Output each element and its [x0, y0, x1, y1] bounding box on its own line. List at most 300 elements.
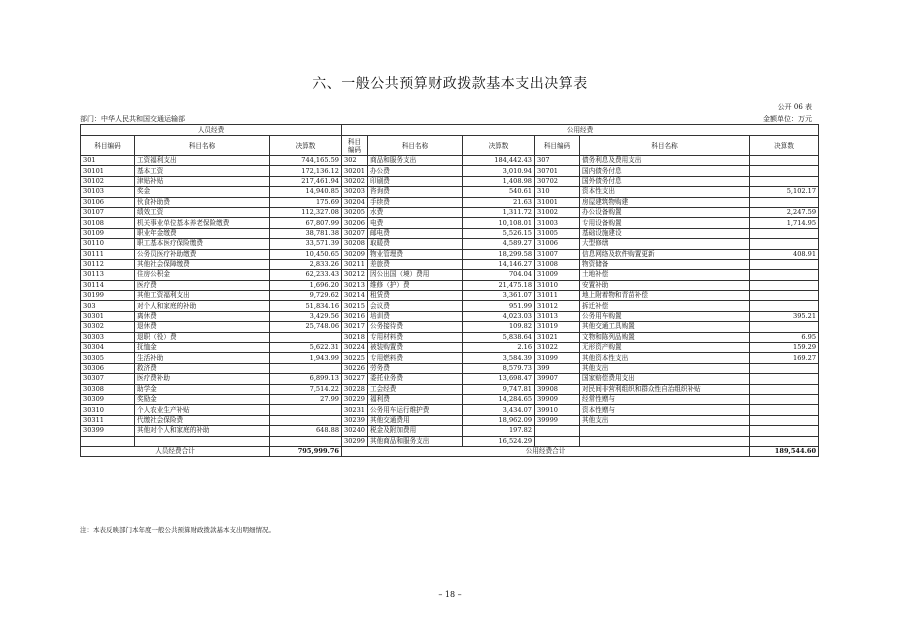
name-cell: 其他对个人和家庭的补助	[135, 426, 270, 436]
table-row	[81, 415, 819, 425]
personnel-total-label: 人员经费合计	[81, 446, 270, 456]
code-cell: 30310	[81, 405, 135, 415]
amount-cell: 14,284.65	[463, 394, 535, 404]
table-row	[81, 207, 819, 217]
amount-cell: 159.29	[750, 343, 819, 353]
amount-cell: 25,748.06	[270, 322, 342, 332]
amount-cell: 1,311.72	[463, 207, 535, 217]
amount-cell: 33,571.39	[270, 239, 342, 249]
department-label: 部门：中华人民共和国交通运输部	[80, 115, 185, 123]
name-cell: 委托业务费	[368, 374, 463, 384]
amount-cell: 3,429.56	[270, 311, 342, 321]
code-cell: 30299	[342, 436, 368, 446]
table-row	[81, 322, 819, 332]
name-cell: 税金及附加费用	[368, 426, 463, 436]
amount-cell: 1,696.20	[270, 280, 342, 290]
column-header-amount: 决算数	[270, 136, 342, 156]
code-cell: 307	[535, 156, 580, 166]
amount-cell	[750, 166, 819, 176]
code-cell: 30216	[342, 311, 368, 321]
name-cell: 代缴社会保险费	[135, 415, 270, 425]
amount-cell: 951.99	[463, 301, 535, 311]
amount-cell: 5,838.64	[463, 332, 535, 342]
name-cell: 专用材料费	[368, 332, 463, 342]
amount-cell: 408.91	[750, 249, 819, 259]
table-row	[81, 374, 819, 384]
name-cell: 其他商品和服务支出	[368, 436, 463, 446]
page-title: 六、一般公共预算财政拨款基本支出决算表	[312, 76, 588, 92]
code-cell: 30228	[342, 384, 368, 394]
name-cell: 专用燃料费	[368, 353, 463, 363]
name-cell: 资本性支出	[580, 187, 750, 197]
code-cell: 30203	[342, 187, 368, 197]
amount-cell	[750, 259, 819, 269]
table-row	[81, 426, 819, 436]
code-cell: 30111	[81, 249, 135, 259]
amount-cell	[750, 228, 819, 238]
amount-cell	[750, 291, 819, 301]
amount-cell: 9,747.81	[463, 384, 535, 394]
code-cell: 30309	[81, 394, 135, 404]
unit-label: 金额单位：万元	[763, 115, 812, 123]
code-cell: 31021	[535, 332, 580, 342]
name-cell: 印刷费	[368, 176, 463, 186]
code-cell: 30229	[342, 394, 368, 404]
amount-cell	[270, 332, 342, 342]
amount-cell	[750, 374, 819, 384]
code-cell: 31001	[535, 197, 580, 207]
name-cell	[135, 436, 270, 446]
code-cell: 30112	[81, 259, 135, 269]
name-cell: 电费	[368, 218, 463, 228]
code-cell: 399	[535, 363, 580, 373]
amount-cell	[750, 363, 819, 373]
name-cell: 对个人和家庭的补助	[135, 301, 270, 311]
amount-cell	[750, 426, 819, 436]
table-row	[81, 187, 819, 197]
amount-cell: 3,361.07	[463, 291, 535, 301]
name-cell: 机关事业单位基本养老保险缴费	[135, 218, 270, 228]
code-cell: 30109	[81, 228, 135, 238]
code-cell: 30304	[81, 343, 135, 353]
name-cell: 职工基本医疗保险缴费	[135, 239, 270, 249]
name-cell: 住房公积金	[135, 270, 270, 280]
code-cell: 31013	[535, 311, 580, 321]
column-header-code: 科目编码	[81, 136, 135, 156]
amount-cell: 38,781.38	[270, 228, 342, 238]
amount-cell: 2.16	[463, 343, 535, 353]
code-cell: 30225	[342, 353, 368, 363]
amount-cell: 1,408.98	[463, 176, 535, 186]
code-cell: 303	[81, 301, 135, 311]
name-cell: 会议费	[368, 301, 463, 311]
name-cell: 公务员医疗补助缴费	[135, 249, 270, 259]
amount-cell: 5,622.31	[270, 343, 342, 353]
amount-cell: 1,714.95	[750, 218, 819, 228]
amount-cell	[750, 270, 819, 280]
code-cell	[535, 426, 580, 436]
code-cell: 30399	[81, 426, 135, 436]
code-cell: 31006	[535, 239, 580, 249]
name-cell: 助学金	[135, 384, 270, 394]
code-cell: 30239	[342, 415, 368, 425]
name-cell: 租赁费	[368, 291, 463, 301]
name-cell: 其他资本性支出	[580, 353, 750, 363]
code-cell: 30301	[81, 311, 135, 321]
amount-cell: 21.63	[463, 197, 535, 207]
name-cell	[580, 436, 750, 446]
name-cell: 因公出国（境）费用	[368, 270, 463, 280]
code-cell: 30202	[342, 176, 368, 186]
code-cell: 30199	[81, 291, 135, 301]
amount-cell: 197.82	[463, 426, 535, 436]
amount-cell: 4,023.03	[463, 311, 535, 321]
name-cell: 其他工资福利支出	[135, 291, 270, 301]
column-header-code: 科目编码	[535, 136, 580, 156]
table-row	[81, 311, 819, 321]
code-cell: 30212	[342, 270, 368, 280]
code-cell: 31002	[535, 207, 580, 217]
code-cell: 31019	[535, 322, 580, 332]
table-row	[81, 176, 819, 186]
amount-cell: 18,962.09	[463, 415, 535, 425]
name-cell: 国内债务付息	[580, 166, 750, 176]
name-cell: 房屋建筑物购建	[580, 197, 750, 207]
name-cell: 邮电费	[368, 228, 463, 238]
amount-cell	[270, 405, 342, 415]
amount-cell: 3,434.07	[463, 405, 535, 415]
table-row	[81, 394, 819, 404]
code-cell: 31005	[535, 228, 580, 238]
code-cell: 31011	[535, 291, 580, 301]
code-cell: 30215	[342, 301, 368, 311]
code-cell: 30208	[342, 239, 368, 249]
code-cell: 39909	[535, 394, 580, 404]
code-cell: 30231	[342, 405, 368, 415]
column-header-name: 科目名称	[368, 136, 463, 156]
amount-cell	[750, 405, 819, 415]
amount-cell: 3,584.39	[463, 353, 535, 363]
name-cell: 离休费	[135, 311, 270, 321]
amount-cell: 13,698.47	[463, 374, 535, 384]
amount-cell: 14,146.27	[463, 259, 535, 269]
amount-cell	[750, 415, 819, 425]
name-cell: 办公设备购置	[580, 207, 750, 217]
code-cell: 30226	[342, 363, 368, 373]
name-cell	[580, 426, 750, 436]
code-cell: 30217	[342, 322, 368, 332]
code-cell: 31003	[535, 218, 580, 228]
amount-cell	[750, 436, 819, 446]
code-cell: 39910	[535, 405, 580, 415]
code-cell: 30214	[342, 291, 368, 301]
code-cell: 39999	[535, 415, 580, 425]
table-row	[81, 363, 819, 373]
table-row	[81, 218, 819, 228]
amount-cell: 169.27	[750, 353, 819, 363]
name-cell: 其他支出	[580, 363, 750, 373]
amount-cell: 2,247.59	[750, 207, 819, 217]
amount-cell: 16,524.29	[463, 436, 535, 446]
code-cell: 302	[342, 156, 368, 166]
name-cell: 职业年金缴费	[135, 228, 270, 238]
amount-cell	[750, 301, 819, 311]
name-cell: 债务利息及费用支出	[580, 156, 750, 166]
code-cell: 301	[81, 156, 135, 166]
table-row	[81, 166, 819, 176]
code-cell: 30218	[342, 332, 368, 342]
amount-cell	[750, 394, 819, 404]
code-cell: 39907	[535, 374, 580, 384]
page-number: – 18 –	[438, 590, 462, 599]
name-cell: 伙食补助费	[135, 197, 270, 207]
amount-cell: 10,108.01	[463, 218, 535, 228]
name-cell: 资本性赠与	[580, 405, 750, 415]
code-cell: 30103	[81, 187, 135, 197]
amount-cell: 9,729.62	[270, 291, 342, 301]
amount-cell	[750, 176, 819, 186]
name-cell: 抚恤金	[135, 343, 270, 353]
column-header-code-stacked: 科目 编码	[342, 136, 368, 156]
name-cell: 医疗费补助	[135, 374, 270, 384]
code-cell: 30107	[81, 207, 135, 217]
table-row	[81, 301, 819, 311]
name-cell: 其他交通工具购置	[580, 322, 750, 332]
name-cell: 基本工资	[135, 166, 270, 176]
code-cell: 30701	[535, 166, 580, 176]
table-row	[81, 156, 819, 166]
table-row	[81, 280, 819, 290]
name-cell: 退职（役）费	[135, 332, 270, 342]
code-cell: 30227	[342, 374, 368, 384]
name-cell: 水费	[368, 207, 463, 217]
table-row	[81, 332, 819, 342]
code-cell: 30102	[81, 176, 135, 186]
name-cell: 信息网络及软件购置更新	[580, 249, 750, 259]
name-cell: 绩效工资	[135, 207, 270, 217]
name-cell: 医疗费	[135, 280, 270, 290]
public-total-label: 公用经费合计	[342, 446, 750, 456]
table-row	[81, 228, 819, 238]
name-cell: 无形资产购置	[580, 343, 750, 353]
expenditure-table	[80, 124, 819, 457]
code-cell: 30108	[81, 218, 135, 228]
name-cell: 工会经费	[368, 384, 463, 394]
code-cell: 30206	[342, 218, 368, 228]
table-row	[81, 436, 819, 446]
code-cell: 30224	[342, 343, 368, 353]
amount-cell: 704.04	[463, 270, 535, 280]
name-cell: 公务用车运行维护费	[368, 405, 463, 415]
code-cell: 30311	[81, 415, 135, 425]
amount-cell: 184,442.43	[463, 156, 535, 166]
code-cell: 30308	[81, 384, 135, 394]
code-cell: 31008	[535, 259, 580, 269]
code-cell: 30240	[342, 426, 368, 436]
amount-cell: 67,807.99	[270, 218, 342, 228]
column-header-name: 科目名称	[135, 136, 270, 156]
table-row	[81, 343, 819, 353]
code-cell	[81, 436, 135, 446]
code-cell: 30207	[342, 228, 368, 238]
name-cell: 经常性赠与	[580, 394, 750, 404]
amount-cell	[750, 156, 819, 166]
table-row	[81, 197, 819, 207]
table-body	[81, 156, 819, 447]
amount-cell	[750, 280, 819, 290]
name-cell: 差旅费	[368, 259, 463, 269]
code-cell: 30211	[342, 259, 368, 269]
name-cell: 劳务费	[368, 363, 463, 373]
code-cell: 30702	[535, 176, 580, 186]
table-row	[81, 291, 819, 301]
name-cell: 取暖费	[368, 239, 463, 249]
code-cell: 30213	[342, 280, 368, 290]
amount-cell	[270, 415, 342, 425]
column-header-amount: 决算数	[750, 136, 819, 156]
table-note: 注：本表反映部门本年度一般公共预算财政拨款基本支出明细情况。	[80, 526, 275, 534]
section-personnel-header: 人员经费	[81, 125, 342, 136]
code-cell: 31012	[535, 301, 580, 311]
amount-cell: 6.95	[750, 332, 819, 342]
column-header-amount: 决算数	[463, 136, 535, 156]
amount-cell	[270, 363, 342, 373]
amount-cell: 3,010.94	[463, 166, 535, 176]
amount-cell	[270, 436, 342, 446]
code-cell: 30101	[81, 166, 135, 176]
totals-row	[81, 446, 819, 456]
table-row	[81, 249, 819, 259]
amount-cell	[750, 322, 819, 332]
name-cell: 基础设施建设	[580, 228, 750, 238]
amount-cell: 395.21	[750, 311, 819, 321]
name-cell: 手续费	[368, 197, 463, 207]
name-cell: 维修（护）费	[368, 280, 463, 290]
name-cell: 个人农业生产补贴	[135, 405, 270, 415]
amount-cell: 10,450.65	[270, 249, 342, 259]
code-cell: 30110	[81, 239, 135, 249]
amount-cell: 27.99	[270, 394, 342, 404]
name-cell: 奖金	[135, 187, 270, 197]
code-cell: 31010	[535, 280, 580, 290]
code-cell: 30204	[342, 197, 368, 207]
name-cell: 其他交通费用	[368, 415, 463, 425]
code-cell: 30113	[81, 270, 135, 280]
name-cell: 商品和服务支出	[368, 156, 463, 166]
column-header-name: 科目名称	[580, 136, 750, 156]
amount-cell	[750, 384, 819, 394]
amount-cell: 112,327.08	[270, 207, 342, 217]
name-cell: 物业管理费	[368, 249, 463, 259]
name-cell: 工资福利支出	[135, 156, 270, 166]
name-cell: 其他社会保障缴费	[135, 259, 270, 269]
code-cell: 30302	[81, 322, 135, 332]
table-row	[81, 405, 819, 415]
name-cell: 奖励金	[135, 394, 270, 404]
name-cell: 对民间非营利组织和群众性自治组织补贴	[580, 384, 750, 394]
code-cell: 30307	[81, 374, 135, 384]
name-cell: 拆迁补偿	[580, 301, 750, 311]
name-cell: 救济费	[135, 363, 270, 373]
amount-cell: 217,461.94	[270, 176, 342, 186]
name-cell: 福利费	[368, 394, 463, 404]
code-cell: 30106	[81, 197, 135, 207]
name-cell: 文物和陈列品购置	[580, 332, 750, 342]
name-cell: 物资储备	[580, 259, 750, 269]
section-public-header: 公用经费	[342, 125, 819, 136]
code-cell: 30205	[342, 207, 368, 217]
table-row	[81, 270, 819, 280]
code-cell: 30303	[81, 332, 135, 342]
amount-cell: 1,943.99	[270, 353, 342, 363]
name-cell: 国家赔偿费用支出	[580, 374, 750, 384]
amount-cell: 2,833.26	[270, 259, 342, 269]
code-cell: 310	[535, 187, 580, 197]
name-cell: 公务用车购置	[580, 311, 750, 321]
amount-cell: 7,514.22	[270, 384, 342, 394]
table-row	[81, 353, 819, 363]
code-cell: 31099	[535, 353, 580, 363]
name-cell: 退休费	[135, 322, 270, 332]
code-cell: 31009	[535, 270, 580, 280]
code-cell: 30201	[342, 166, 368, 176]
name-cell: 土地补偿	[580, 270, 750, 280]
name-cell: 安置补助	[580, 280, 750, 290]
name-cell: 被装购置费	[368, 343, 463, 353]
amount-cell: 648.88	[270, 426, 342, 436]
amount-cell: 109.82	[463, 322, 535, 332]
name-cell: 专用设备购置	[580, 218, 750, 228]
name-cell: 国外债务付息	[580, 176, 750, 186]
amount-cell: 172,136.12	[270, 166, 342, 176]
name-cell: 大型修缮	[580, 239, 750, 249]
table-row	[81, 384, 819, 394]
code-cell: 39908	[535, 384, 580, 394]
code-cell: 31022	[535, 343, 580, 353]
amount-cell: 18,299.58	[463, 249, 535, 259]
amount-cell: 4,589.27	[463, 239, 535, 249]
amount-cell	[750, 197, 819, 207]
name-cell: 生活补助	[135, 353, 270, 363]
amount-cell: 21,475.18	[463, 280, 535, 290]
code-cell: 30114	[81, 280, 135, 290]
public-total-value: 189,544.60	[750, 446, 819, 456]
code-cell: 31007	[535, 249, 580, 259]
name-cell: 公务接待费	[368, 322, 463, 332]
amount-cell: 14,940.85	[270, 187, 342, 197]
personnel-total-value: 795,999.76	[270, 446, 342, 456]
form-number: 公开 06 表	[777, 103, 812, 111]
name-cell: 津贴补贴	[135, 176, 270, 186]
amount-cell: 744,165.59	[270, 156, 342, 166]
table-row	[81, 259, 819, 269]
amount-cell: 8,579.73	[463, 363, 535, 373]
code-cell: 30306	[81, 363, 135, 373]
amount-cell: 51,834.16	[270, 301, 342, 311]
amount-cell	[750, 239, 819, 249]
amount-cell: 540.61	[463, 187, 535, 197]
table-row	[81, 239, 819, 249]
name-cell: 办公费	[368, 166, 463, 176]
code-cell	[535, 436, 580, 446]
code-cell: 30305	[81, 353, 135, 363]
code-cell: 30209	[342, 249, 368, 259]
name-cell: 咨询费	[368, 187, 463, 197]
name-cell: 地上附着物和青苗补偿	[580, 291, 750, 301]
amount-cell: 6,899.13	[270, 374, 342, 384]
amount-cell: 175.69	[270, 197, 342, 207]
name-cell: 其他支出	[580, 415, 750, 425]
